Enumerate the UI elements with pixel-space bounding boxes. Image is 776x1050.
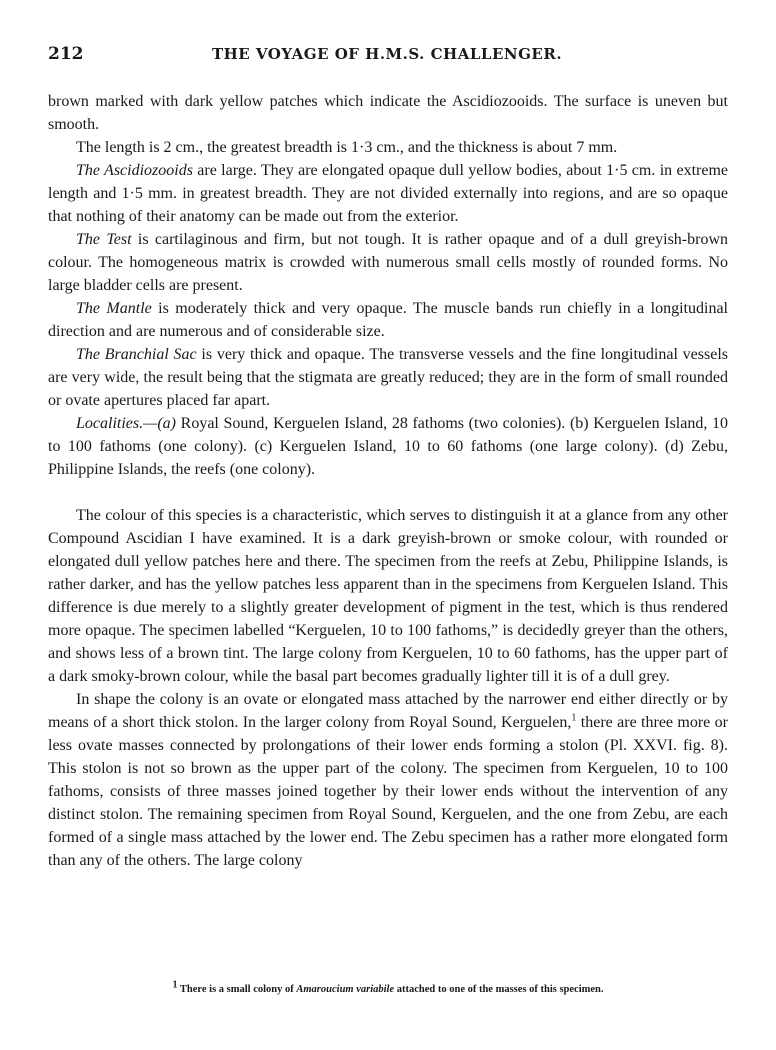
label-branchial-sac: The Branchial Sac <box>76 346 197 363</box>
paragraph-continuation: brown marked with dark yellow patches which indicate the Ascidiozooids. The surface is uneven but smooth. <box>48 93 728 133</box>
text-branchial-sac: is very thick and opaque. The transverse vessels and the fine longitudinal vessels are very wide, the result being that the stigmata are greatly reduced; they are in the form of small rounded or ovate apertures placed far apart. <box>48 346 728 409</box>
footnote-text-a: There is a small colony of <box>177 984 297 995</box>
text-mantle: is moderately thick and very opaque. The muscle bands run chiefly in a longitudinal direction and are numerous and of considerable size. <box>48 300 728 340</box>
footnote-mark: 1 <box>172 979 178 991</box>
text-test: is cartilaginous and firm, but not tough. It is rather opaque and of a dull greyish-brown colour. The homogeneous matrix is crowded with numerous small cells mostly of rounded forms. No large bladder cells are present. <box>48 231 729 294</box>
body-text <box>48 90 728 872</box>
text-ascidiozooids: are large. They are elongated opaque dull yellow bodies, about 1·5 cm. in extreme length and 1·5 mm. in greatest breadth. They are not divided externally into regions, and are so opaque that nothing of their anatomy can be made out from the exterior. <box>48 162 728 225</box>
label-ascidiozooids: The Ascidiozooids <box>76 162 193 179</box>
paragraph-shape <box>48 688 728 872</box>
footnote-reference: 1 <box>571 712 577 724</box>
paragraph-test <box>48 228 728 297</box>
text-shape-a: In shape the colony is an ovate or elongated mass attached by the narrower end either directly or by means of a short thick stolon. In the larger colony from Royal Sound, Kerguelen, <box>48 691 728 731</box>
paragraph-branchial-sac <box>48 343 728 412</box>
paragraph-ascidiozooids <box>48 159 728 228</box>
label-mantle: The Mantle <box>76 300 152 317</box>
paragraph-mantle <box>48 297 728 343</box>
text-localities: Royal Sound, Kerguelen Island, 28 fathoms (two colonies). (b) Kerguelen Island, 10 to 100 fathoms (one colony). (c) Kerguelen Island, 10 to 60 fathoms (one large colony). (d) Zebu, Philippine Islands, the reefs (one colony). <box>48 415 728 478</box>
label-localities: Localities.—(a) <box>76 415 176 432</box>
footnote <box>48 979 728 995</box>
page-number: 212 <box>48 44 84 64</box>
paragraph-localities <box>48 412 728 481</box>
footnote-text-b: attached to one of the masses of this specimen. <box>394 984 604 995</box>
text-shape-b: there are three more or less ovate masses connected by prolongations of their lower ends forming a stolon (Pl. XXVI. fig. 8). This stolon is not so brown as the upper part of the colony. The specimen from Kerguelen, 10 to 100 fathoms, consists of three masses joined together by their lower ends without the intervention of any distinct stolon. The remaining specimen from Royal Sound, Kerguelen, and the one from Zebu, are each formed of a single mass attached by the lower end. The Zebu specimen has a rather more elongated form than any of the others. The large colony <box>48 714 728 869</box>
paragraph-colour: The colour of this species is a characteristic, which serves to distinguish it at a glance from any other Compound Ascidian I have examined. It is a dark greyish-brown or smoke colour, with rounded or elongated dull yellow patches here and there. The specimen from the reefs at Zebu, Philippine Islands, is rather darker, and has the yellow patches less apparent than in the specimens from Kerguelen Island. This difference is due merely to a slightly greater development of pigment in the test, which is thus rendered more opaque. The specimen labelled “Kerguelen, 10 to 100 fathoms,” is decidedly greyer than the others, and shows less of a brown tint. The large colony from Kerguelen, 10 to 60 fathoms, has the upper part of a dark smoky-brown colour, while the basal part becomes gradually lighter till it is of a dull grey. <box>48 507 728 685</box>
paragraph-dimensions: The length is 2 cm., the greatest breadth is 1·3 cm., and the thickness is about 7 mm. <box>76 139 618 156</box>
running-title: THE VOYAGE OF H.M.S. CHALLENGER. <box>211 45 563 63</box>
label-test: The Test <box>76 231 132 248</box>
footnote-species: Amaroucium variabile <box>296 984 395 995</box>
page-header <box>48 44 726 66</box>
